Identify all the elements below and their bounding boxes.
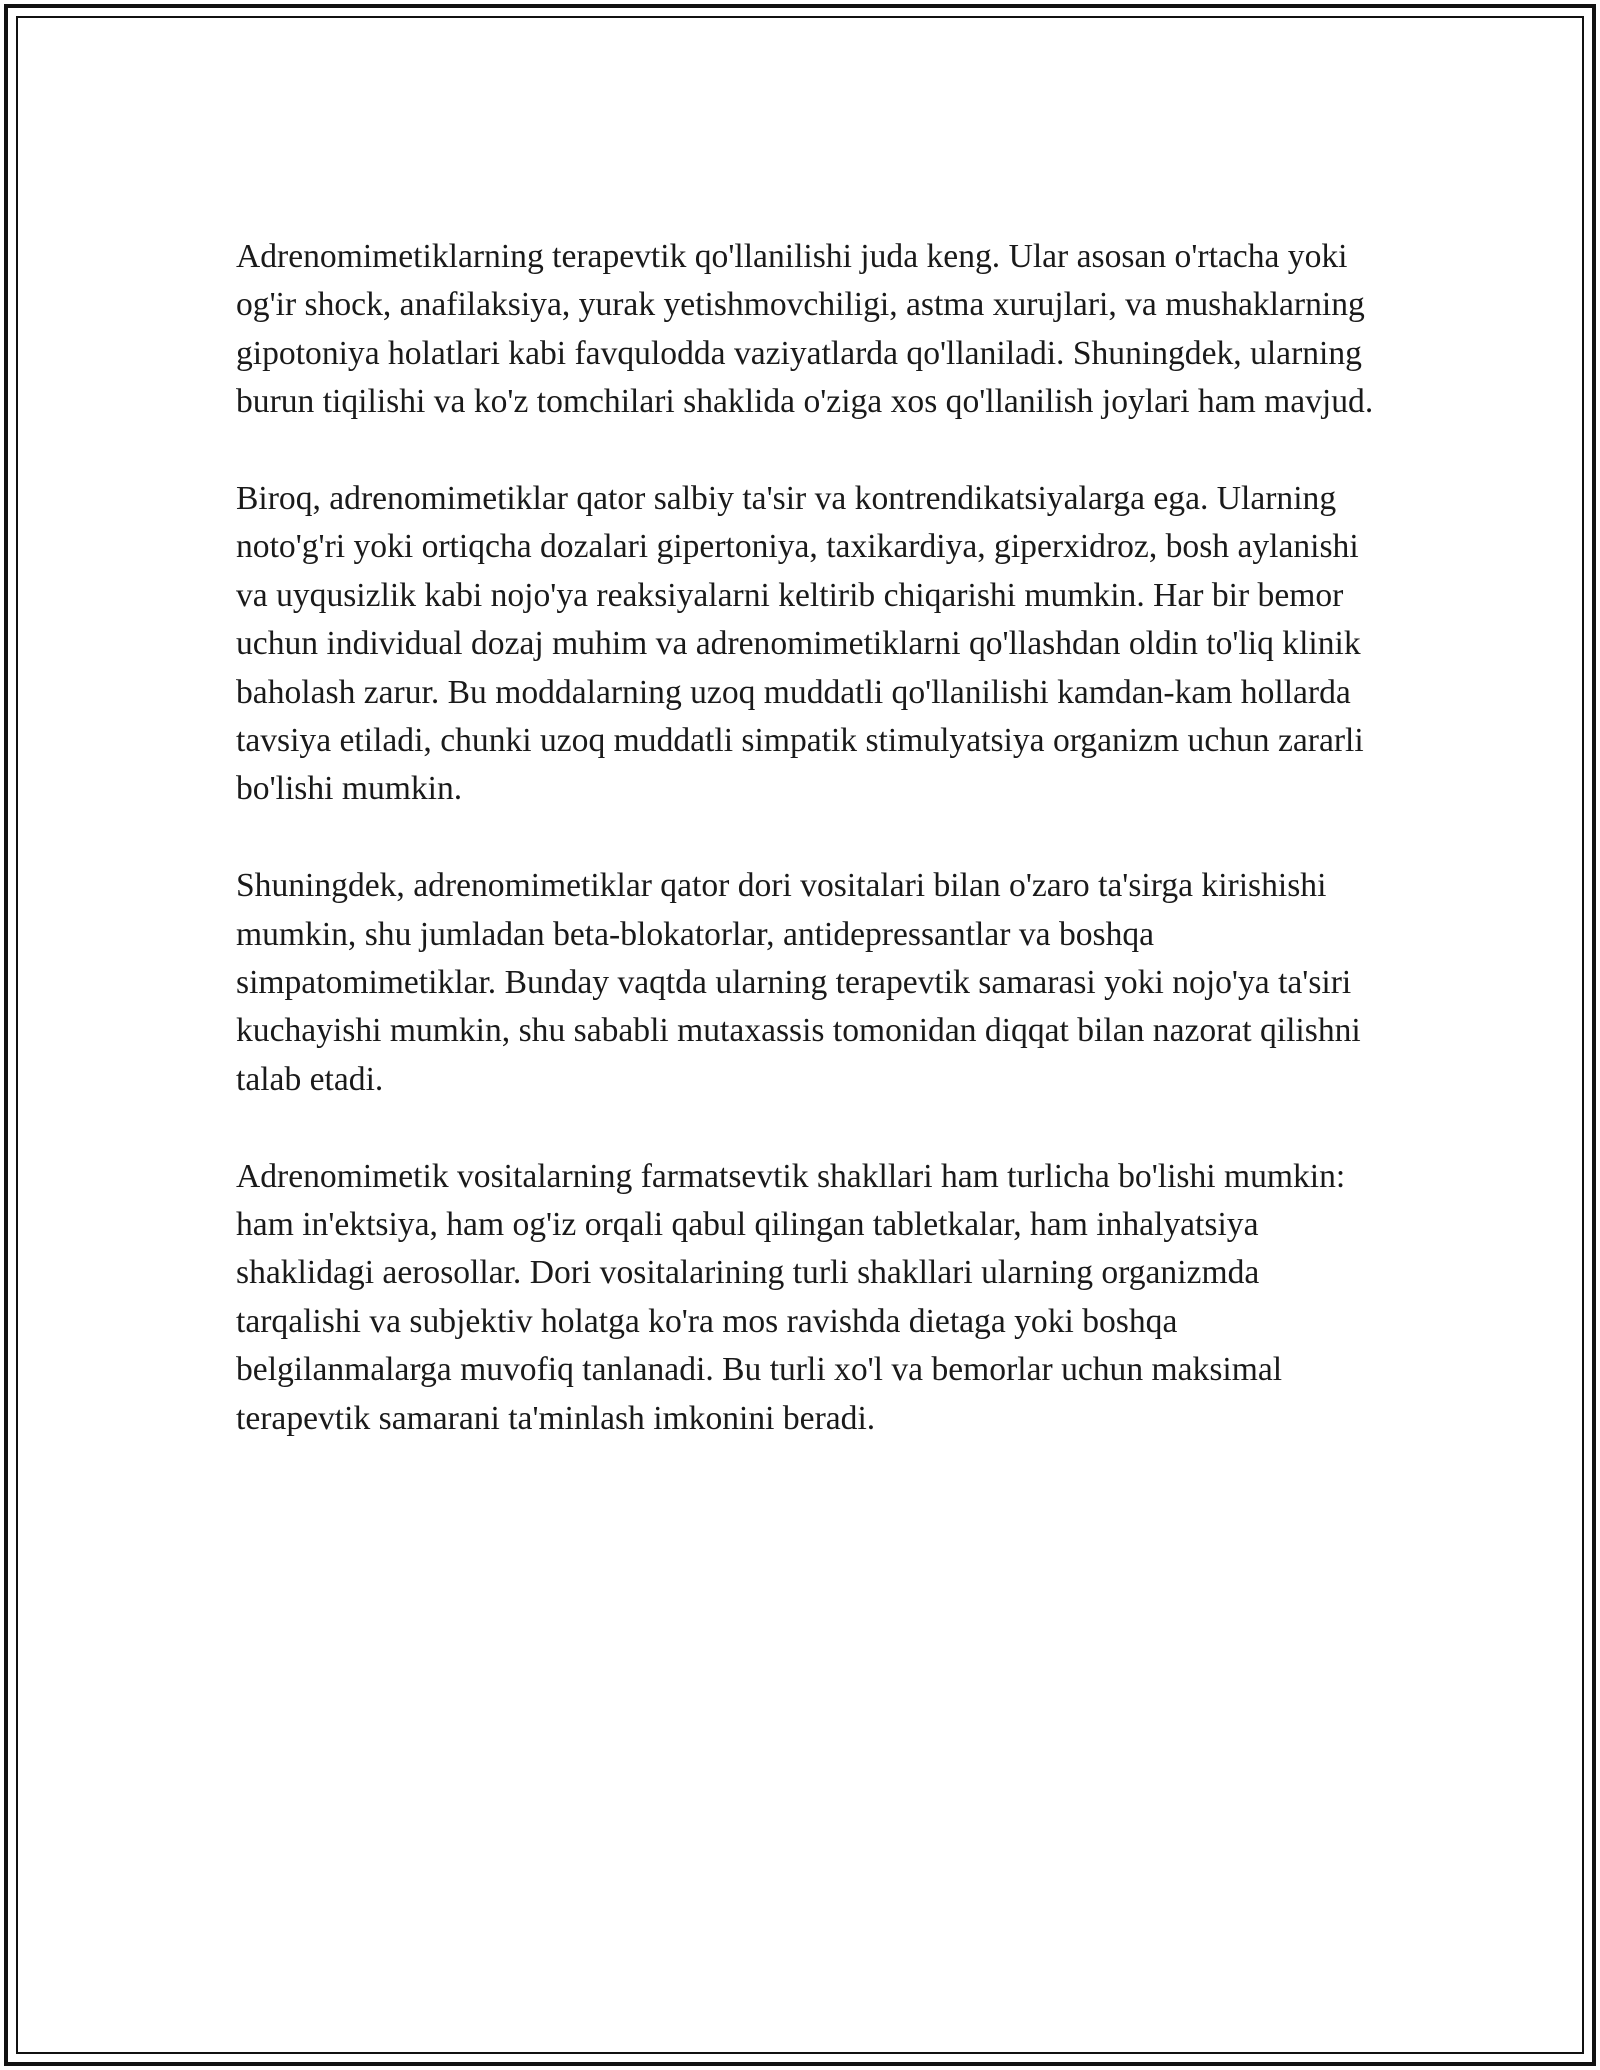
- document-body: [236, 233, 1376, 1492]
- paragraph-side-effects: Biroq, adrenomimetiklar qator salbiy ta'sir va kontrendikatsiyalarga ega. Ularning noto'g'ri yoki ortiqcha dozalari gipertoniya, taxikardiya, giperxidroz, bosh aylanishi va uyqusizlik kabi nojo'ya reaksiyalarni keltirib chiqarishi mumkin. Har bir bemor uchun individual dozaj muhim va adrenomimetiklarni qo'llashdan oldin to'liq klinik baholash zarur. Bu moddalarning uzoq muddatli qo'llanilishi kamdan-kam hollarda tavsiya etiladi, chunki uzoq muddatli simpatik stimulyatsiya organizm uchun zararli bo'lishi mumkin.: [236, 480, 1364, 808]
- paragraph-drug-interactions: Shuningdek, adrenomimetiklar qator dori vositalari bilan o'zaro ta'sirga kirishishi mumkin, shu jumladan beta-blokatorlar, antidepressantlar va boshqa simpatomimetiklar. Bunday vaqtda ularning terapevtik samarasi yoki nojo'ya ta'siri kuchayishi mumkin, shu sababli mutaxassis tomonidan diqqat bilan nazorat qilishni talab etadi.: [236, 867, 1361, 1098]
- paragraph-dosage-forms: Adrenomimetik vositalarning farmatsevtik shakllari ham turlicha bo'lishi mumkin: ham in'ektsiya, ham og'iz orqali qabul qilingan tabletkalar, ham inhalyatsiya shaklidagi aerosollar. Dori vositalarining turli shakllari ularning organizmda tarqalishi va subjektiv holatga ko'ra mos ravishda dietaga yoki boshqa belgilanmalarga muvofiq tanlanadi. Bu turli xo'l va bemorlar uchun maksimal terapevtik samarani ta'minlash imkonini beradi.: [236, 1157, 1346, 1437]
- paragraph-therapeutic-use: Adrenomimetiklarning terapevtik qo'llanilishi juda keng. Ular asosan o'rtacha yoki og'ir shock, anafilaksiya, yurak yetishmovchiligi, astma xurujlari, va mushaklarning gipotoniya holatlari kabi favqulodda vaziyatlarda qo'llaniladi. Shuningdek, ularning burun tiqilishi va ko'z tomchilari shaklida o'ziga xos qo'llanilish joylari ham mavjud.: [236, 238, 1374, 421]
